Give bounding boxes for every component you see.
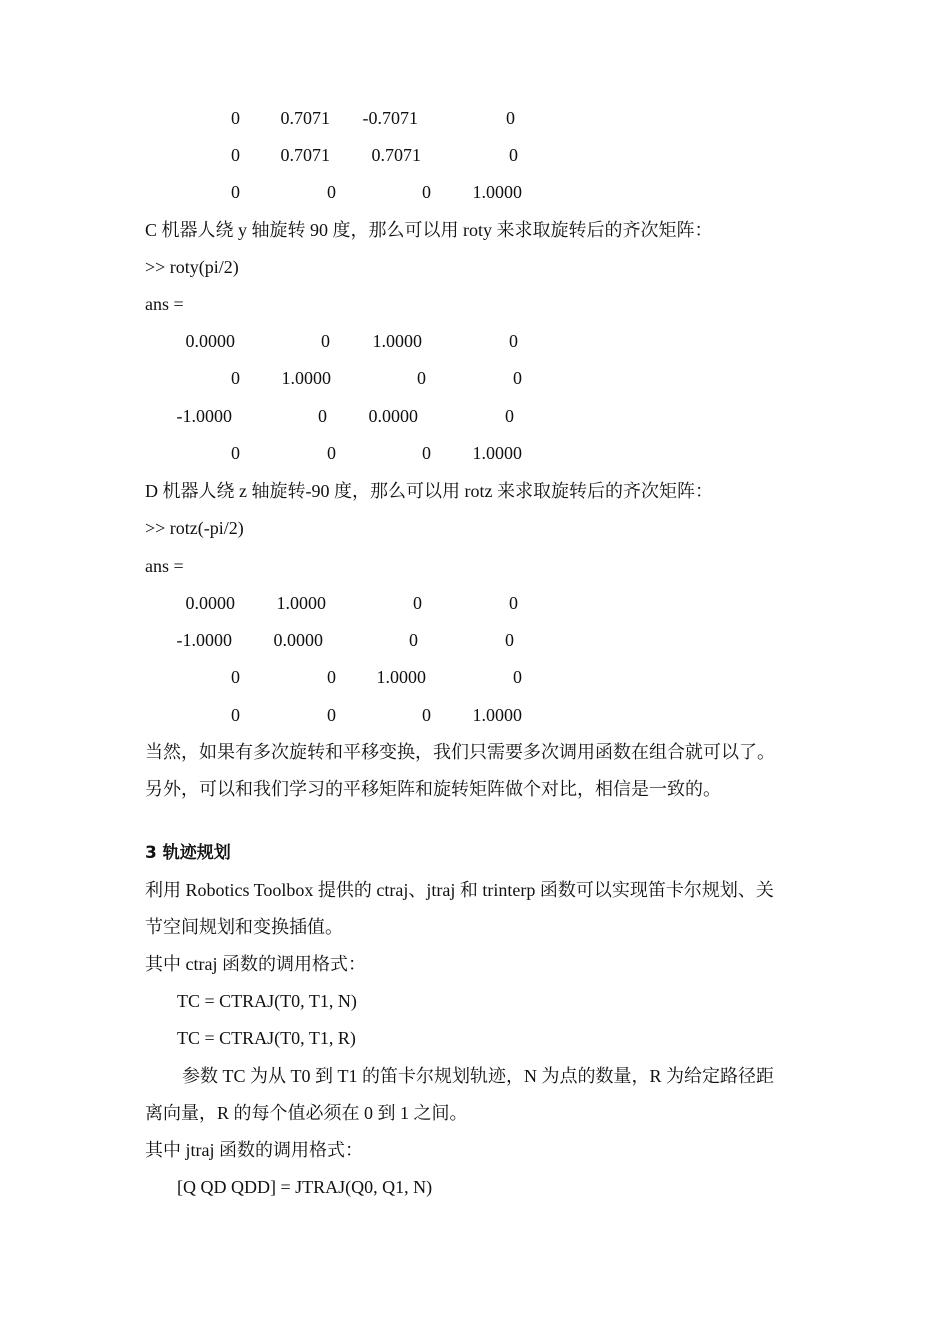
matrix-cell: 0	[506, 108, 515, 128]
matrix-cell: 0.0000	[185, 593, 235, 613]
matrix-cell: 0	[231, 182, 240, 202]
section-3-heading: 3 轨迹规划	[145, 843, 231, 863]
matrix-cell: 0	[422, 182, 431, 202]
matrix-cell: 1.0000	[372, 331, 422, 351]
param-desc-line: 参数 TC 为从 T0 到 T1 的笛卡尔规划轨迹，N 为点的数量，R 为给定路径距	[182, 1066, 774, 1086]
matrix-cell: 1.0000	[376, 667, 426, 687]
matrix-cell: 0	[513, 368, 522, 388]
matrix-cell: 0	[509, 331, 518, 351]
section-d-ans: ans =	[145, 556, 184, 576]
matrix-cell: 0	[422, 443, 431, 463]
matrix-cell: 0.7071	[371, 145, 421, 165]
section-c-command: >> roty(pi/2)	[145, 257, 239, 277]
paragraph-line: 另外，可以和我们学习的平移矩阵和旋转矩阵做个对比，相信是一致的。	[145, 779, 721, 799]
matrix-cell: 0	[318, 406, 327, 426]
param-desc-line: 离向量，R 的每个值必须在 0 到 1 之间。	[145, 1103, 468, 1123]
matrix-cell: -1.0000	[176, 406, 232, 426]
matrix-cell: 0.0000	[273, 630, 323, 650]
section-c-text: C 机器人绕 y 轴旋转 90 度，那么可以用 roty 来求取旋转后的齐次矩阵：	[145, 220, 713, 240]
matrix-cell: 1.0000	[472, 705, 522, 725]
ctraj-intro: 其中 ctraj 函数的调用格式：	[145, 954, 366, 974]
matrix-cell: 0.0000	[185, 331, 235, 351]
matrix-cell: 0	[509, 593, 518, 613]
matrix-cell: 0	[409, 630, 418, 650]
matrix-cell: 0	[505, 630, 514, 650]
jtraj-intro: 其中 jtraj 函数的调用格式：	[145, 1140, 363, 1160]
matrix-cell: 1.0000	[276, 593, 326, 613]
matrix-cell: 0	[509, 145, 518, 165]
matrix-cell: 1.0000	[472, 443, 522, 463]
matrix-cell: 0	[327, 443, 336, 463]
matrix-cell: 0	[413, 593, 422, 613]
section-d-text: D 机器人绕 z 轴旋转-90 度，那么可以用 rotz 来求取旋转后的齐次矩阵：	[145, 481, 713, 501]
matrix-cell: 0	[417, 368, 426, 388]
matrix-cell: 0	[327, 667, 336, 687]
section-c-ans: ans =	[145, 294, 184, 314]
matrix-cell: 0.0000	[368, 406, 418, 426]
matrix-cell: 0	[231, 443, 240, 463]
matrix-cell: 1.0000	[281, 368, 331, 388]
ctraj-form: TC = CTRAJ(T0, T1, N)	[177, 991, 357, 1011]
section-3-intro-line: 利用 Robotics Toolbox 提供的 ctraj、jtraj 和 trinterp 函数可以实现笛卡尔规划、关	[145, 880, 774, 900]
paragraph-line: 当然，如果有多次旋转和平移变换，我们只需要多次调用函数在组合就可以了。	[145, 742, 775, 762]
section-d-command: >> rotz(-pi/2)	[145, 518, 244, 538]
matrix-cell: 0	[422, 705, 431, 725]
matrix-cell: 0	[321, 331, 330, 351]
matrix-cell: 0	[327, 705, 336, 725]
matrix-cell: 0.7071	[280, 108, 330, 128]
ctraj-form: TC = CTRAJ(T0, T1, R)	[177, 1028, 356, 1048]
matrix-cell: -0.7071	[362, 108, 418, 128]
matrix-cell: 0	[231, 705, 240, 725]
matrix-cell: 0	[231, 108, 240, 128]
matrix-cell: 0.7071	[280, 145, 330, 165]
matrix-cell: 1.0000	[472, 182, 522, 202]
matrix-cell: 0	[231, 145, 240, 165]
matrix-cell: 0	[231, 368, 240, 388]
matrix-cell: -1.0000	[176, 630, 232, 650]
jtraj-form: [Q QD QDD] = JTRAJ(Q0, Q1, N)	[177, 1177, 433, 1197]
matrix-cell: 0	[327, 182, 336, 202]
matrix-cell: 0	[231, 667, 240, 687]
section-3-intro-line: 节空间规划和变换插值。	[145, 917, 343, 937]
matrix-cell: 0	[513, 667, 522, 687]
matrix-cell: 0	[505, 406, 514, 426]
